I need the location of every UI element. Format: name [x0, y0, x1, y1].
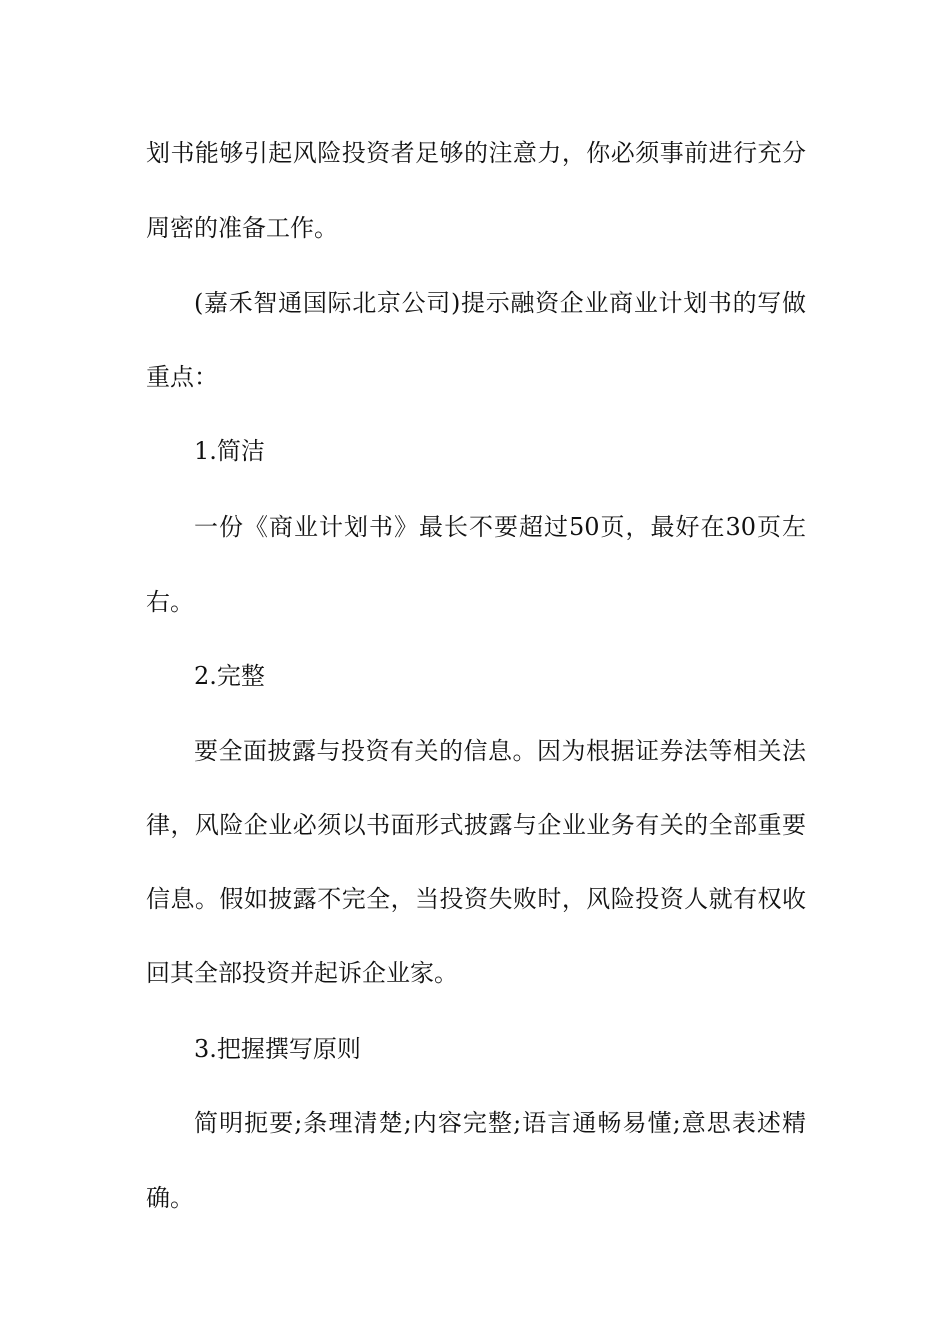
paragraph-line: 右。: [146, 588, 194, 616]
paragraph-line: 回其全部投资并起诉企业家。: [146, 959, 458, 987]
paragraph-line: 信息。假如披露不完全，当投资失败时，风险投资人就有权收: [146, 885, 806, 913]
section-heading: 1.简洁: [194, 437, 265, 465]
paragraph-line: 要全面披露与投资有关的信息。因为根据证券法等相关法: [194, 737, 806, 765]
paragraph-line: 划书能够引起风险投资者足够的注意力，你必须事前进行充分: [146, 139, 806, 167]
paragraph-line: (嘉禾智通国际北京公司)提示融资企业商业计划书的写做: [194, 289, 806, 317]
paragraph-line: 一份《商业计划书》最长不要超过50页，最好在30页左: [194, 513, 806, 541]
paragraph-line: 确。: [146, 1184, 194, 1212]
paragraph-line: 周密的准备工作。: [146, 214, 338, 242]
paragraph-line: 律，风险企业必须以书面形式披露与企业业务有关的全部重要: [146, 811, 806, 839]
paragraph-line: 简明扼要;条理清楚;内容完整;语言通畅易懂;意思表述精: [194, 1109, 806, 1137]
section-heading: 3.把握撰写原则: [194, 1035, 361, 1063]
paragraph-line: 重点：: [146, 363, 218, 391]
section-heading: 2.完整: [194, 662, 265, 690]
